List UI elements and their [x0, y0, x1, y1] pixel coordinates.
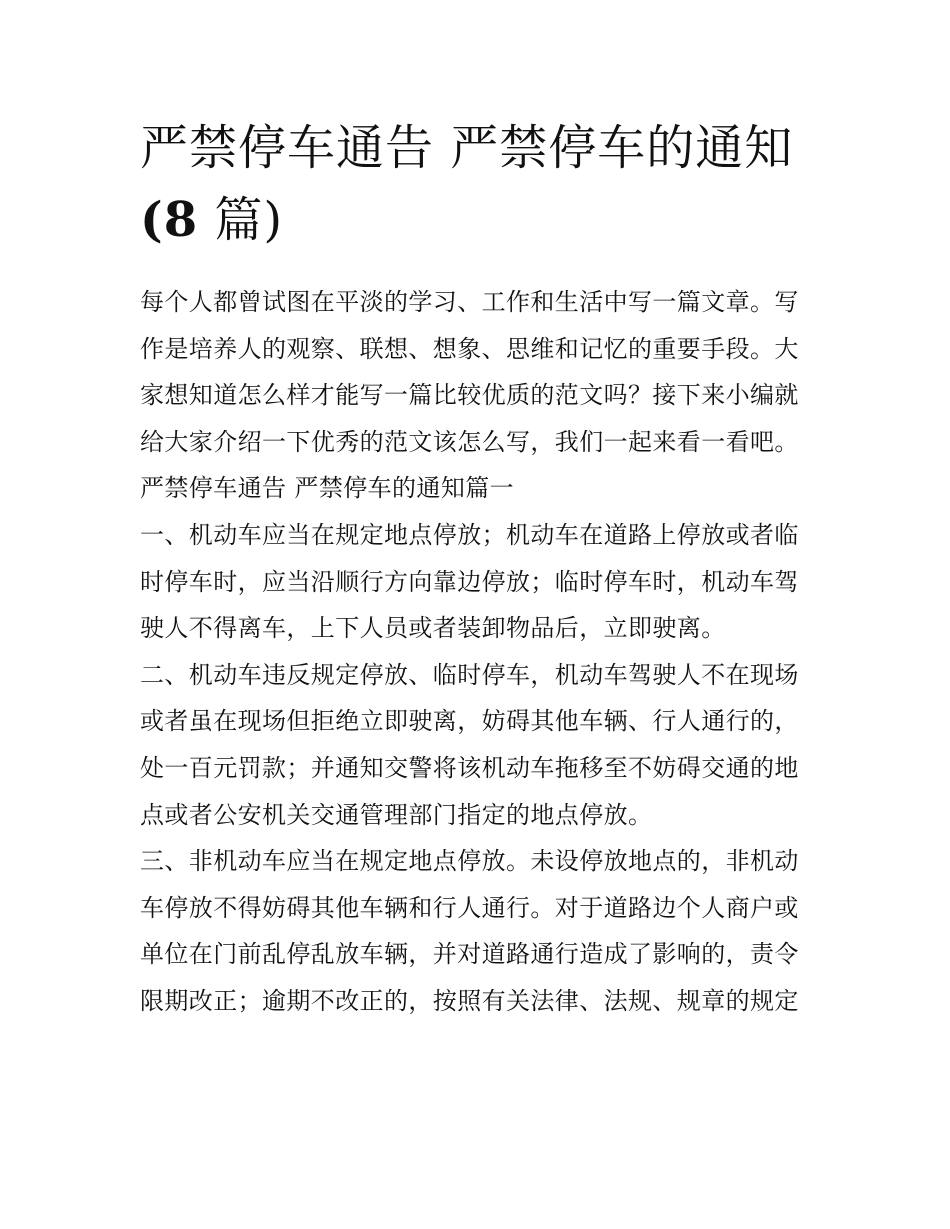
body-line: 三、非机动车应当在规定地点停放。未设停放地点的，非机动 — [140, 847, 799, 876]
body-line: 二、机动车违反规定停放、临时停车，机动车驾驶人不在现场 — [140, 660, 799, 689]
title-count-suffix: 篇) — [198, 192, 284, 248]
body-line: 单位在门前乱停乱放车辆，并对道路通行造成了影响的，责令 — [140, 940, 799, 969]
title-count: (8 — [140, 192, 199, 248]
body-line: 每个人都曾试图在平淡的学习、工作和生活中写一篇文章。写 — [140, 288, 799, 316]
document-title — [140, 112, 820, 256]
body-line: 驶人不得离车，上下人员或者装卸物品后，立即驶离。 — [140, 614, 726, 643]
body-line: 家想知道怎么样才能写一篇比较优质的范文吗？接下来小编就 — [140, 381, 799, 410]
body-line: 车停放不得妨碍其他车辆和行人通行。对于道路边个人商户或 — [140, 893, 799, 922]
body-line: 作是培养人的观察、联想、想象、思维和记忆的重要手段。大 — [140, 334, 799, 363]
body-line: 限期改正；逾期不改正的，按照有关法律、法规、规章的规定 — [140, 986, 799, 1015]
document-body — [140, 279, 812, 1025]
body-line: 一、机动车应当在规定地点停放；机动车在道路上停放或者临 — [140, 520, 799, 549]
section-heading: 严禁停车通告 严禁停车的通知篇一 — [140, 474, 515, 503]
title-line-1: 严禁停车通告 严禁停车的通知 — [140, 120, 794, 176]
body-line: 处一百元罚款；并通知交警将该机动车拖移至不妨碍交通的地 — [140, 753, 799, 782]
body-line: 给大家介绍一下优秀的范文该怎么写，我们一起来看一看吧。 — [140, 427, 799, 456]
body-line: 时停车时，应当沿顺行方向靠边停放；临时停车时，机动车驾 — [140, 567, 799, 596]
body-line: 点或者公安机关交通管理部门指定的地点停放。 — [140, 800, 653, 829]
body-line: 或者虽在现场但拒绝立即驶离，妨碍其他车辆、行人通行的， — [140, 707, 799, 736]
